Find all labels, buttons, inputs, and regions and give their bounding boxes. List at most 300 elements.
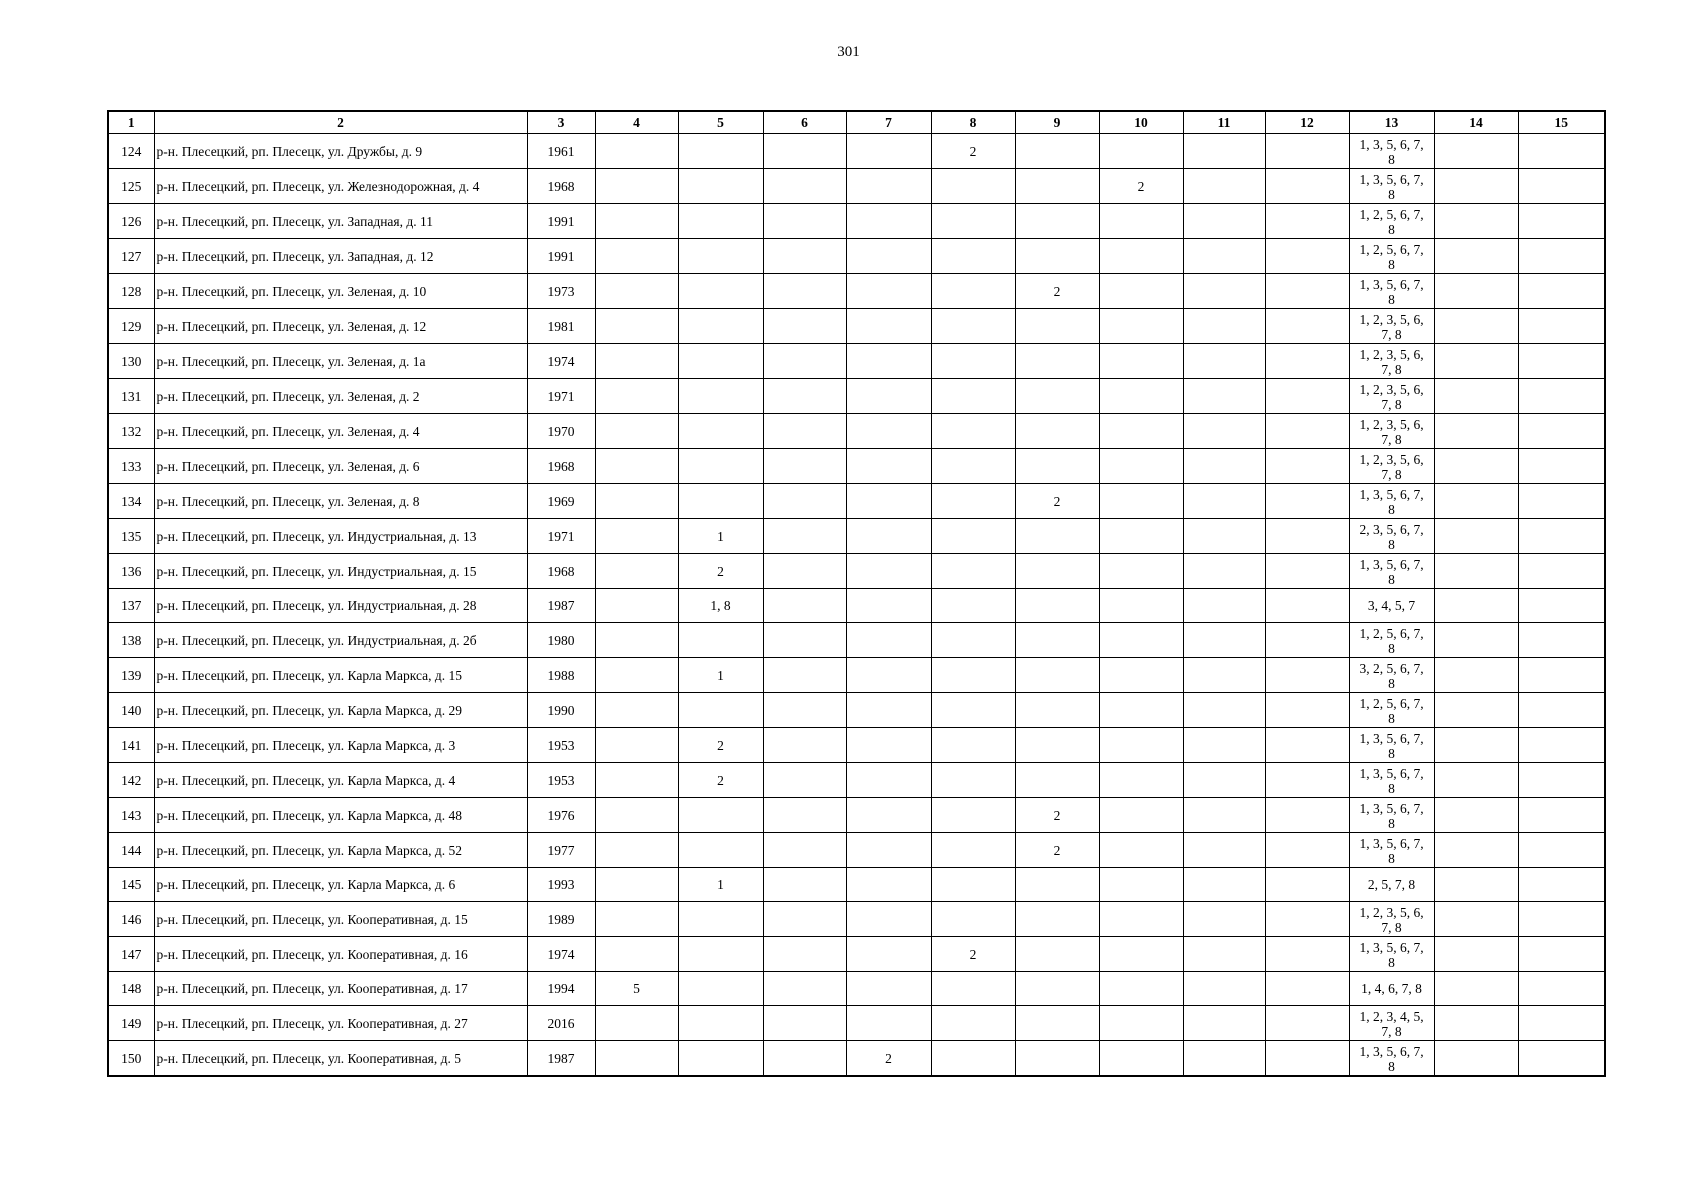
table-cell-col-5 bbox=[678, 309, 763, 344]
table-cell-col-7 bbox=[846, 658, 931, 693]
table-cell-col-5 bbox=[678, 937, 763, 972]
table-cell-col-13: 1, 2, 5, 6, 7, 8 bbox=[1349, 623, 1434, 658]
table-cell-col-8 bbox=[931, 589, 1015, 623]
table-cell-col-6 bbox=[763, 868, 846, 902]
table-row bbox=[108, 589, 1605, 623]
table-cell-col-9 bbox=[1015, 728, 1099, 763]
table-cell-col-4 bbox=[595, 1041, 678, 1077]
address-cell: р-н. Плесецкий, рп. Плесецк, ул. Кооперативная, д. 16 bbox=[154, 937, 527, 972]
table-cell-col-11 bbox=[1183, 658, 1265, 693]
table-row bbox=[108, 868, 1605, 902]
table-cell-col-6 bbox=[763, 449, 846, 484]
table-cell-col-5 bbox=[678, 379, 763, 414]
table-cell-col-14 bbox=[1434, 1006, 1518, 1041]
table-cell-col-9 bbox=[1015, 169, 1099, 204]
column-header-13: 13 bbox=[1349, 111, 1434, 134]
column-header-4: 4 bbox=[595, 111, 678, 134]
table-cell-col-4 bbox=[595, 519, 678, 554]
table-cell-col-9 bbox=[1015, 658, 1099, 693]
year-cell: 1973 bbox=[527, 274, 595, 309]
table-cell-col-5 bbox=[678, 1041, 763, 1077]
table-cell-col-6 bbox=[763, 379, 846, 414]
table-cell-col-7 bbox=[846, 868, 931, 902]
table-cell-col-7 bbox=[846, 833, 931, 868]
table-cell-col-13: 1, 2, 3, 5, 6, 7, 8 bbox=[1349, 309, 1434, 344]
table-cell-col-9 bbox=[1015, 414, 1099, 449]
address-cell: р-н. Плесецкий, рп. Плесецк, ул. Зеленая, д. 6 bbox=[154, 449, 527, 484]
table-cell-col-6 bbox=[763, 693, 846, 728]
address-cell: р-н. Плесецкий, рп. Плесецк, ул. Западная, д. 11 bbox=[154, 204, 527, 239]
table-cell-col-15 bbox=[1518, 344, 1605, 379]
table-cell-col-15 bbox=[1518, 169, 1605, 204]
table-cell-col-12 bbox=[1265, 484, 1349, 519]
table-cell-col-11 bbox=[1183, 344, 1265, 379]
table-cell-col-8 bbox=[931, 623, 1015, 658]
row-number-cell: 124 bbox=[108, 134, 154, 169]
table-row bbox=[108, 484, 1605, 519]
address-cell: р-н. Плесецкий, рп. Плесецк, ул. Индустриальная, д. 2б bbox=[154, 623, 527, 658]
table-cell-col-9 bbox=[1015, 868, 1099, 902]
address-cell: р-н. Плесецкий, рп. Плесецк, ул. Индустриальная, д. 15 bbox=[154, 554, 527, 589]
table-cell-col-8: 2 bbox=[931, 134, 1015, 169]
table-cell-col-6 bbox=[763, 204, 846, 239]
table-cell-col-15 bbox=[1518, 972, 1605, 1006]
table-cell-col-8 bbox=[931, 693, 1015, 728]
row-number-cell: 140 bbox=[108, 693, 154, 728]
table-cell-col-11 bbox=[1183, 169, 1265, 204]
table-cell-col-6 bbox=[763, 798, 846, 833]
table-cell-col-9 bbox=[1015, 902, 1099, 937]
table-cell-col-12 bbox=[1265, 972, 1349, 1006]
row-number-cell: 145 bbox=[108, 868, 154, 902]
table-cell-col-4 bbox=[595, 134, 678, 169]
table-cell-col-14 bbox=[1434, 484, 1518, 519]
table-cell-col-12 bbox=[1265, 902, 1349, 937]
table-cell-col-15 bbox=[1518, 693, 1605, 728]
table-cell-col-9 bbox=[1015, 972, 1099, 1006]
address-cell: р-н. Плесецкий, рп. Плесецк, ул. Зеленая, д. 1а bbox=[154, 344, 527, 379]
table-cell-col-7 bbox=[846, 798, 931, 833]
table-cell-col-11 bbox=[1183, 414, 1265, 449]
row-number-cell: 134 bbox=[108, 484, 154, 519]
table-cell-col-8 bbox=[931, 204, 1015, 239]
table-cell-col-6 bbox=[763, 344, 846, 379]
table-cell-col-8 bbox=[931, 902, 1015, 937]
address-cell: р-н. Плесецкий, рп. Плесецк, ул. Зеленая, д. 12 bbox=[154, 309, 527, 344]
table-cell-col-14 bbox=[1434, 344, 1518, 379]
table-cell-col-7 bbox=[846, 693, 931, 728]
table-cell-col-14 bbox=[1434, 309, 1518, 344]
table-cell-col-8 bbox=[931, 239, 1015, 274]
address-cell: р-н. Плесецкий, рп. Плесецк, ул. Зеленая, д. 8 bbox=[154, 484, 527, 519]
address-cell: р-н. Плесецкий, рп. Плесецк, ул. Индустриальная, д. 13 bbox=[154, 519, 527, 554]
table-cell-col-9 bbox=[1015, 1041, 1099, 1077]
table-cell-col-6 bbox=[763, 1006, 846, 1041]
table-cell-col-4 bbox=[595, 1006, 678, 1041]
column-header-12: 12 bbox=[1265, 111, 1349, 134]
table-cell-col-9 bbox=[1015, 693, 1099, 728]
table-row bbox=[108, 554, 1605, 589]
column-header-1: 1 bbox=[108, 111, 154, 134]
table-cell-col-9 bbox=[1015, 589, 1099, 623]
year-cell: 1988 bbox=[527, 658, 595, 693]
table-cell-col-4 bbox=[595, 902, 678, 937]
table-cell-col-15 bbox=[1518, 728, 1605, 763]
row-number-cell: 149 bbox=[108, 1006, 154, 1041]
table-cell-col-15 bbox=[1518, 449, 1605, 484]
table-cell-col-12 bbox=[1265, 309, 1349, 344]
table-cell-col-12 bbox=[1265, 1041, 1349, 1077]
table-cell-col-9 bbox=[1015, 239, 1099, 274]
address-cell: р-н. Плесецкий, рп. Плесецк, ул. Кооперативная, д. 17 bbox=[154, 972, 527, 1006]
table-cell-col-6 bbox=[763, 169, 846, 204]
table-row bbox=[108, 937, 1605, 972]
address-cell: р-н. Плесецкий, рп. Плесецк, ул. Железнодорожная, д. 4 bbox=[154, 169, 527, 204]
table-row bbox=[108, 204, 1605, 239]
table-cell-col-10 bbox=[1099, 344, 1183, 379]
year-cell: 1968 bbox=[527, 449, 595, 484]
column-header-6: 6 bbox=[763, 111, 846, 134]
table-cell-col-7 bbox=[846, 519, 931, 554]
table-cell-col-13: 3, 2, 5, 6, 7, 8 bbox=[1349, 658, 1434, 693]
year-cell: 1991 bbox=[527, 204, 595, 239]
table-cell-col-10 bbox=[1099, 623, 1183, 658]
table-row bbox=[108, 798, 1605, 833]
table-cell-col-13: 1, 3, 5, 6, 7, 8 bbox=[1349, 484, 1434, 519]
table-cell-col-5 bbox=[678, 239, 763, 274]
table-cell-col-14 bbox=[1434, 798, 1518, 833]
table-cell-col-8: 2 bbox=[931, 937, 1015, 972]
table-cell-col-12 bbox=[1265, 693, 1349, 728]
table-cell-col-14 bbox=[1434, 937, 1518, 972]
table-cell-col-15 bbox=[1518, 1041, 1605, 1077]
column-header-11: 11 bbox=[1183, 111, 1265, 134]
table-cell-col-12 bbox=[1265, 554, 1349, 589]
year-cell: 1987 bbox=[527, 589, 595, 623]
table-cell-col-11 bbox=[1183, 484, 1265, 519]
table-cell-col-5 bbox=[678, 169, 763, 204]
table-cell-col-5: 1 bbox=[678, 519, 763, 554]
table-cell-col-5 bbox=[678, 902, 763, 937]
table-cell-col-14 bbox=[1434, 169, 1518, 204]
table-cell-col-5 bbox=[678, 833, 763, 868]
table-row bbox=[108, 449, 1605, 484]
column-header-15: 15 bbox=[1518, 111, 1605, 134]
table-cell-col-7 bbox=[846, 902, 931, 937]
table-cell-col-15 bbox=[1518, 134, 1605, 169]
table-cell-col-12 bbox=[1265, 937, 1349, 972]
table-cell-col-8 bbox=[931, 658, 1015, 693]
table-cell-col-7 bbox=[846, 728, 931, 763]
table-cell-col-4 bbox=[595, 484, 678, 519]
year-cell: 1969 bbox=[527, 484, 595, 519]
year-cell: 1974 bbox=[527, 344, 595, 379]
year-cell: 1989 bbox=[527, 902, 595, 937]
table-cell-col-7 bbox=[846, 239, 931, 274]
table-cell-col-4 bbox=[595, 204, 678, 239]
table-cell-col-8 bbox=[931, 379, 1015, 414]
table-cell-col-6 bbox=[763, 763, 846, 798]
row-number-cell: 127 bbox=[108, 239, 154, 274]
table-cell-col-14 bbox=[1434, 868, 1518, 902]
table-cell-col-11 bbox=[1183, 833, 1265, 868]
column-header-14: 14 bbox=[1434, 111, 1518, 134]
table-cell-col-10 bbox=[1099, 763, 1183, 798]
table-cell-col-8 bbox=[931, 833, 1015, 868]
table-row bbox=[108, 1041, 1605, 1077]
table-cell-col-4 bbox=[595, 449, 678, 484]
table-cell-col-11 bbox=[1183, 1006, 1265, 1041]
table-cell-col-15 bbox=[1518, 589, 1605, 623]
table-cell-col-10: 2 bbox=[1099, 169, 1183, 204]
table-cell-col-13: 1, 3, 5, 6, 7, 8 bbox=[1349, 1041, 1434, 1077]
table-cell-col-15 bbox=[1518, 1006, 1605, 1041]
table-cell-col-11 bbox=[1183, 763, 1265, 798]
table-cell-col-4 bbox=[595, 309, 678, 344]
table-cell-col-6 bbox=[763, 134, 846, 169]
table-cell-col-10 bbox=[1099, 868, 1183, 902]
table-cell-col-13: 1, 2, 3, 4, 5, 7, 8 bbox=[1349, 1006, 1434, 1041]
table-cell-col-10 bbox=[1099, 937, 1183, 972]
table-cell-col-11 bbox=[1183, 902, 1265, 937]
table-cell-col-6 bbox=[763, 484, 846, 519]
table-cell-col-9 bbox=[1015, 937, 1099, 972]
year-cell: 2016 bbox=[527, 1006, 595, 1041]
table-cell-col-15 bbox=[1518, 763, 1605, 798]
table-cell-col-9 bbox=[1015, 763, 1099, 798]
table-body bbox=[108, 134, 1605, 1077]
table-cell-col-15 bbox=[1518, 868, 1605, 902]
table-cell-col-13: 1, 2, 3, 5, 6, 7, 8 bbox=[1349, 414, 1434, 449]
table-cell-col-11 bbox=[1183, 693, 1265, 728]
table-cell-col-4 bbox=[595, 833, 678, 868]
table-cell-col-8 bbox=[931, 344, 1015, 379]
table-cell-col-7 bbox=[846, 554, 931, 589]
table-cell-col-8 bbox=[931, 274, 1015, 309]
table-cell-col-11 bbox=[1183, 589, 1265, 623]
table-cell-col-10 bbox=[1099, 1041, 1183, 1077]
year-cell: 1971 bbox=[527, 519, 595, 554]
table-cell-col-11 bbox=[1183, 239, 1265, 274]
table-cell-col-15 bbox=[1518, 204, 1605, 239]
table-cell-col-15 bbox=[1518, 274, 1605, 309]
table-cell-col-13: 3, 4, 5, 7 bbox=[1349, 589, 1434, 623]
table-cell-col-8 bbox=[931, 484, 1015, 519]
year-cell: 1974 bbox=[527, 937, 595, 972]
address-cell: р-н. Плесецкий, рп. Плесецк, ул. Карла Маркса, д. 6 bbox=[154, 868, 527, 902]
table-cell-col-6 bbox=[763, 972, 846, 1006]
table-row bbox=[108, 728, 1605, 763]
table-cell-col-10 bbox=[1099, 309, 1183, 344]
row-number-cell: 135 bbox=[108, 519, 154, 554]
table-cell-col-14 bbox=[1434, 693, 1518, 728]
table-cell-col-6 bbox=[763, 519, 846, 554]
table-cell-col-13: 1, 3, 5, 6, 7, 8 bbox=[1349, 169, 1434, 204]
table-cell-col-14 bbox=[1434, 589, 1518, 623]
table-cell-col-13: 1, 3, 5, 6, 7, 8 bbox=[1349, 763, 1434, 798]
address-cell: р-н. Плесецкий, рп. Плесецк, ул. Карла Маркса, д. 29 bbox=[154, 693, 527, 728]
table-cell-col-13: 1, 2, 5, 6, 7, 8 bbox=[1349, 204, 1434, 239]
table-cell-col-13: 1, 2, 3, 5, 6, 7, 8 bbox=[1349, 902, 1434, 937]
column-header-8: 8 bbox=[931, 111, 1015, 134]
table-cell-col-13: 1, 3, 5, 6, 7, 8 bbox=[1349, 798, 1434, 833]
table-cell-col-10 bbox=[1099, 204, 1183, 239]
address-cell: р-н. Плесецкий, рп. Плесецк, ул. Карла Маркса, д. 3 bbox=[154, 728, 527, 763]
table-row bbox=[108, 169, 1605, 204]
table-cell-col-13: 1, 2, 3, 5, 6, 7, 8 bbox=[1349, 379, 1434, 414]
table-cell-col-4 bbox=[595, 554, 678, 589]
year-cell: 1968 bbox=[527, 169, 595, 204]
address-cell: р-н. Плесецкий, рп. Плесецк, ул. Кооперативная, д. 27 bbox=[154, 1006, 527, 1041]
table-cell-col-11 bbox=[1183, 379, 1265, 414]
table-cell-col-10 bbox=[1099, 414, 1183, 449]
table-cell-col-7 bbox=[846, 379, 931, 414]
table-row bbox=[108, 833, 1605, 868]
table-cell-col-14 bbox=[1434, 274, 1518, 309]
table-cell-col-12 bbox=[1265, 204, 1349, 239]
table-cell-col-13: 1, 2, 3, 5, 6, 7, 8 bbox=[1349, 344, 1434, 379]
table-cell-col-14 bbox=[1434, 449, 1518, 484]
table-cell-col-12 bbox=[1265, 134, 1349, 169]
table-cell-col-8 bbox=[931, 169, 1015, 204]
table-cell-col-13: 1, 3, 5, 6, 7, 8 bbox=[1349, 728, 1434, 763]
table-cell-col-6 bbox=[763, 239, 846, 274]
year-cell: 1991 bbox=[527, 239, 595, 274]
row-number-cell: 130 bbox=[108, 344, 154, 379]
table-header-row bbox=[108, 111, 1605, 134]
table-cell-col-9 bbox=[1015, 204, 1099, 239]
table-cell-col-13: 1, 3, 5, 6, 7, 8 bbox=[1349, 833, 1434, 868]
table-cell-col-4 bbox=[595, 239, 678, 274]
table-cell-col-10 bbox=[1099, 1006, 1183, 1041]
table-cell-col-7 bbox=[846, 623, 931, 658]
table-cell-col-10 bbox=[1099, 658, 1183, 693]
table-cell-col-7 bbox=[846, 937, 931, 972]
table-row bbox=[108, 519, 1605, 554]
table-cell-col-14 bbox=[1434, 763, 1518, 798]
table-cell-col-9 bbox=[1015, 309, 1099, 344]
table-cell-col-15 bbox=[1518, 379, 1605, 414]
row-number-cell: 142 bbox=[108, 763, 154, 798]
table-cell-col-7 bbox=[846, 134, 931, 169]
table-cell-col-9 bbox=[1015, 623, 1099, 658]
table-cell-col-9 bbox=[1015, 554, 1099, 589]
table-cell-col-12 bbox=[1265, 589, 1349, 623]
building-registry-table bbox=[107, 110, 1606, 1077]
row-number-cell: 146 bbox=[108, 902, 154, 937]
table-cell-col-15 bbox=[1518, 902, 1605, 937]
table-cell-col-9 bbox=[1015, 519, 1099, 554]
table-cell-col-11 bbox=[1183, 554, 1265, 589]
table-cell-col-13: 1, 2, 5, 6, 7, 8 bbox=[1349, 239, 1434, 274]
year-cell: 1977 bbox=[527, 833, 595, 868]
table-cell-col-11 bbox=[1183, 204, 1265, 239]
table-cell-col-4 bbox=[595, 763, 678, 798]
table-cell-col-6 bbox=[763, 728, 846, 763]
table-cell-col-13: 1, 3, 5, 6, 7, 8 bbox=[1349, 274, 1434, 309]
table-cell-col-12 bbox=[1265, 833, 1349, 868]
table-cell-col-15 bbox=[1518, 309, 1605, 344]
table-cell-col-12 bbox=[1265, 1006, 1349, 1041]
address-cell: р-н. Плесецкий, рп. Плесецк, ул. Карла Маркса, д. 4 bbox=[154, 763, 527, 798]
table-cell-col-14 bbox=[1434, 134, 1518, 169]
table-cell-col-6 bbox=[763, 902, 846, 937]
year-cell: 1994 bbox=[527, 972, 595, 1006]
table-cell-col-14 bbox=[1434, 379, 1518, 414]
year-cell: 1953 bbox=[527, 763, 595, 798]
row-number-cell: 139 bbox=[108, 658, 154, 693]
table-cell-col-12 bbox=[1265, 274, 1349, 309]
table-cell-col-15 bbox=[1518, 798, 1605, 833]
address-cell: р-н. Плесецкий, рп. Плесецк, ул. Зеленая, д. 10 bbox=[154, 274, 527, 309]
table-cell-col-6 bbox=[763, 589, 846, 623]
row-number-cell: 148 bbox=[108, 972, 154, 1006]
table-cell-col-10 bbox=[1099, 239, 1183, 274]
table-row bbox=[108, 414, 1605, 449]
table-cell-col-7 bbox=[846, 204, 931, 239]
table-row bbox=[108, 134, 1605, 169]
table-cell-col-15 bbox=[1518, 623, 1605, 658]
table-cell-col-9 bbox=[1015, 449, 1099, 484]
year-cell: 1980 bbox=[527, 623, 595, 658]
table-cell-col-4 bbox=[595, 658, 678, 693]
table-cell-col-10 bbox=[1099, 833, 1183, 868]
table-cell-col-8 bbox=[931, 728, 1015, 763]
table-cell-col-12 bbox=[1265, 728, 1349, 763]
table-cell-col-8 bbox=[931, 1006, 1015, 1041]
row-number-cell: 141 bbox=[108, 728, 154, 763]
table-cell-col-15 bbox=[1518, 554, 1605, 589]
table-cell-col-14 bbox=[1434, 519, 1518, 554]
table-row bbox=[108, 309, 1605, 344]
table-cell-col-6 bbox=[763, 658, 846, 693]
table-cell-col-10 bbox=[1099, 902, 1183, 937]
address-cell: р-н. Плесецкий, рп. Плесецк, ул. Карла Маркса, д. 15 bbox=[154, 658, 527, 693]
year-cell: 1976 bbox=[527, 798, 595, 833]
table-cell-col-4 bbox=[595, 798, 678, 833]
address-cell: р-н. Плесецкий, рп. Плесецк, ул. Карла Маркса, д. 48 bbox=[154, 798, 527, 833]
table-cell-col-10 bbox=[1099, 134, 1183, 169]
table-cell-col-13: 2, 3, 5, 6, 7, 8 bbox=[1349, 519, 1434, 554]
column-header-5: 5 bbox=[678, 111, 763, 134]
table-cell-col-13: 1, 2, 5, 6, 7, 8 bbox=[1349, 693, 1434, 728]
row-number-cell: 131 bbox=[108, 379, 154, 414]
table-cell-col-10 bbox=[1099, 589, 1183, 623]
row-number-cell: 133 bbox=[108, 449, 154, 484]
table-cell-col-7 bbox=[846, 169, 931, 204]
table-cell-col-8 bbox=[931, 868, 1015, 902]
table-cell-col-4 bbox=[595, 728, 678, 763]
table-cell-col-11 bbox=[1183, 623, 1265, 658]
table-cell-col-12 bbox=[1265, 169, 1349, 204]
table-cell-col-12 bbox=[1265, 763, 1349, 798]
table-cell-col-9 bbox=[1015, 379, 1099, 414]
table-cell-col-14 bbox=[1434, 204, 1518, 239]
table-cell-col-6 bbox=[763, 1041, 846, 1077]
table-cell-col-6 bbox=[763, 937, 846, 972]
table-cell-col-9: 2 bbox=[1015, 833, 1099, 868]
table-row bbox=[108, 274, 1605, 309]
table-cell-col-9: 2 bbox=[1015, 798, 1099, 833]
year-cell: 1968 bbox=[527, 554, 595, 589]
table-cell-col-5: 2 bbox=[678, 763, 763, 798]
table-cell-col-12 bbox=[1265, 414, 1349, 449]
table-cell-col-10 bbox=[1099, 274, 1183, 309]
table-cell-col-5 bbox=[678, 274, 763, 309]
table-row bbox=[108, 763, 1605, 798]
table-cell-col-10 bbox=[1099, 484, 1183, 519]
address-cell: р-н. Плесецкий, рп. Плесецк, ул. Зеленая, д. 4 bbox=[154, 414, 527, 449]
